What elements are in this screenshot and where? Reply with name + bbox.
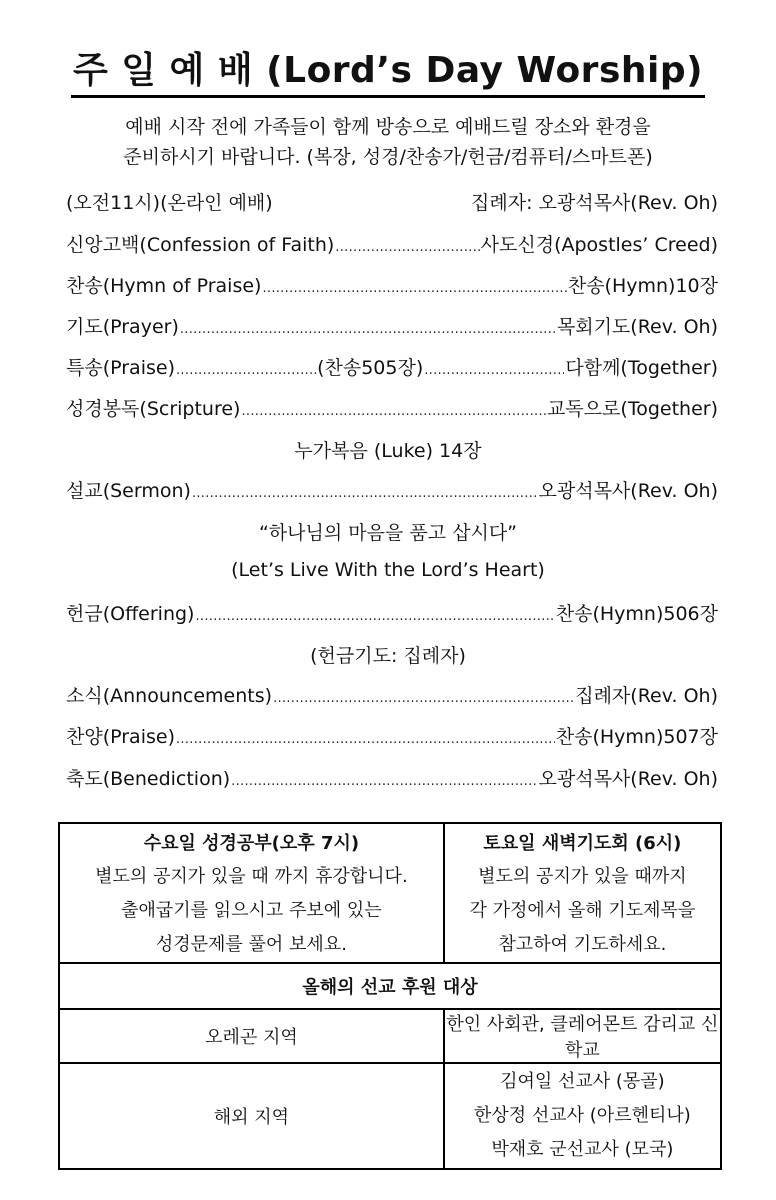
dot-leader [262,281,566,296]
page-title: 주 일 예 배 (Lord’s Day Worship) [71,42,705,98]
order-detail: 찬송(Hymn)10장 [567,275,718,297]
order-row-praise [66,722,718,752]
dot-leader [176,732,555,747]
order-item: 헌금(Offering) [66,603,195,625]
order-row-prayer [66,312,718,342]
info-table [58,822,722,1170]
dot-leader [273,691,574,706]
service-header-row [66,188,718,218]
order-detail: 오광석목사(Rev. Oh) [538,768,718,790]
dot-leader [192,486,538,501]
saturday-line: 별도의 공지가 있을 때까지 [478,866,687,887]
schedule-row [59,823,721,963]
scripture-reference: 누가복음 (Luke) 14장 [294,440,482,462]
intro-line: 준비하시기 바랍니다. (복장, 성경/찬송가/헌금/컴퓨터/스마트폰) [123,146,653,168]
order-row-offering [66,599,718,629]
overseas-region-label: 해외 지역 [59,1063,444,1169]
order-item: 기도(Prayer) [66,316,179,338]
wednesday-line: 출애굽기를 읽으시고 주보에 있는 [121,900,382,921]
order-item: 성경봉독(Scripture) [66,398,241,420]
intro-line: 예배 시작 전에 가족들이 함께 방송으로 예배드릴 장소와 환경을 [125,116,651,138]
wednesday-line: 성경문제를 풀어 보세요. [155,934,347,955]
dot-leader [231,774,537,789]
dot-leader [424,363,564,378]
mission-header-row [59,963,721,1009]
intro-text [60,112,716,172]
wednesday-line: 별도의 공지가 있을 때 까지 휴강합니다. [95,866,408,887]
mission-title: 올해의 선교 후원 대상 [59,963,721,1009]
dot-leader [176,363,316,378]
service-leader: 집례자: 오광석목사(Rev. Oh) [471,192,718,214]
order-item: 소식(Announcements) [66,685,273,707]
order-detail: 목회기도(Rev. Oh) [556,316,718,338]
order-item: 축도(Benediction) [66,768,231,790]
order-detail: 찬송(Hymn)507장 [555,726,718,748]
saturday-line: 참고하여 기도하세요. [498,934,667,955]
mission-overseas-row [59,1063,721,1169]
order-detail: 다함께(Together) [565,357,718,379]
saturday-prayer-cell [444,823,721,963]
order-row-benediction [66,764,718,794]
order-row-hymn [66,271,718,301]
saturday-title: 토요일 새벽기도회 (6시) [483,833,682,854]
order-detail: 사도신경(Apostles’ Creed) [480,234,718,256]
overseas-region-values [444,1063,721,1169]
order-detail: 집례자(Rev. Oh) [575,685,718,707]
order-mid-detail: (찬송505장) [317,357,424,379]
mission-oregon-row [59,1009,721,1063]
order-item: 찬송(Hymn of Praise) [66,275,262,297]
wednesday-bible-study-cell [59,823,444,963]
page-title-wrap [0,42,776,98]
offering-prayer-note: (헌금기도: 집례자) [310,645,466,667]
sermon-title-korean: “하나님의 마음을 품고 삽시다” [258,522,518,544]
missionary-entry: 김여일 선교사 (몽골) [500,1071,665,1092]
order-item: 설교(Sermon) [66,480,191,502]
dot-leader [335,240,479,255]
order-item: 특송(Praise) [66,357,175,379]
order-row-scripture [66,394,718,424]
order-item: 찬양(Praise) [66,726,175,748]
order-row-confession [66,230,718,260]
order-detail: 오광석목사(Rev. Oh) [538,480,718,502]
missionary-entry: 한상정 선교사 (아르헨티나) [474,1105,691,1126]
dot-leader [241,404,546,419]
service-time: (오전11시)(온라인 예배) [66,192,273,214]
order-row-announcements [66,681,718,711]
dot-leader [195,609,554,624]
saturday-line: 각 가정에서 올해 기도제목을 [469,900,696,921]
order-row-special-praise [66,353,718,383]
missionary-entry: 박재호 군선교사 (모국) [491,1139,674,1160]
oregon-region-value: 한인 사회관, 클레어몬트 감리교 신학교 [444,1009,721,1063]
dot-leader [180,322,556,337]
order-detail: 찬송(Hymn)506장 [555,603,718,625]
order-item: 신앙고백(Confession of Faith) [66,234,335,256]
sermon-title-english: (Let’s Live With the Lord’s Heart) [231,559,545,581]
order-row-sermon [66,476,718,506]
wednesday-title: 수요일 성경공부(오후 7시) [143,833,360,854]
oregon-region-label: 오레곤 지역 [59,1009,444,1063]
order-detail: 교독으로(Together) [547,398,718,420]
